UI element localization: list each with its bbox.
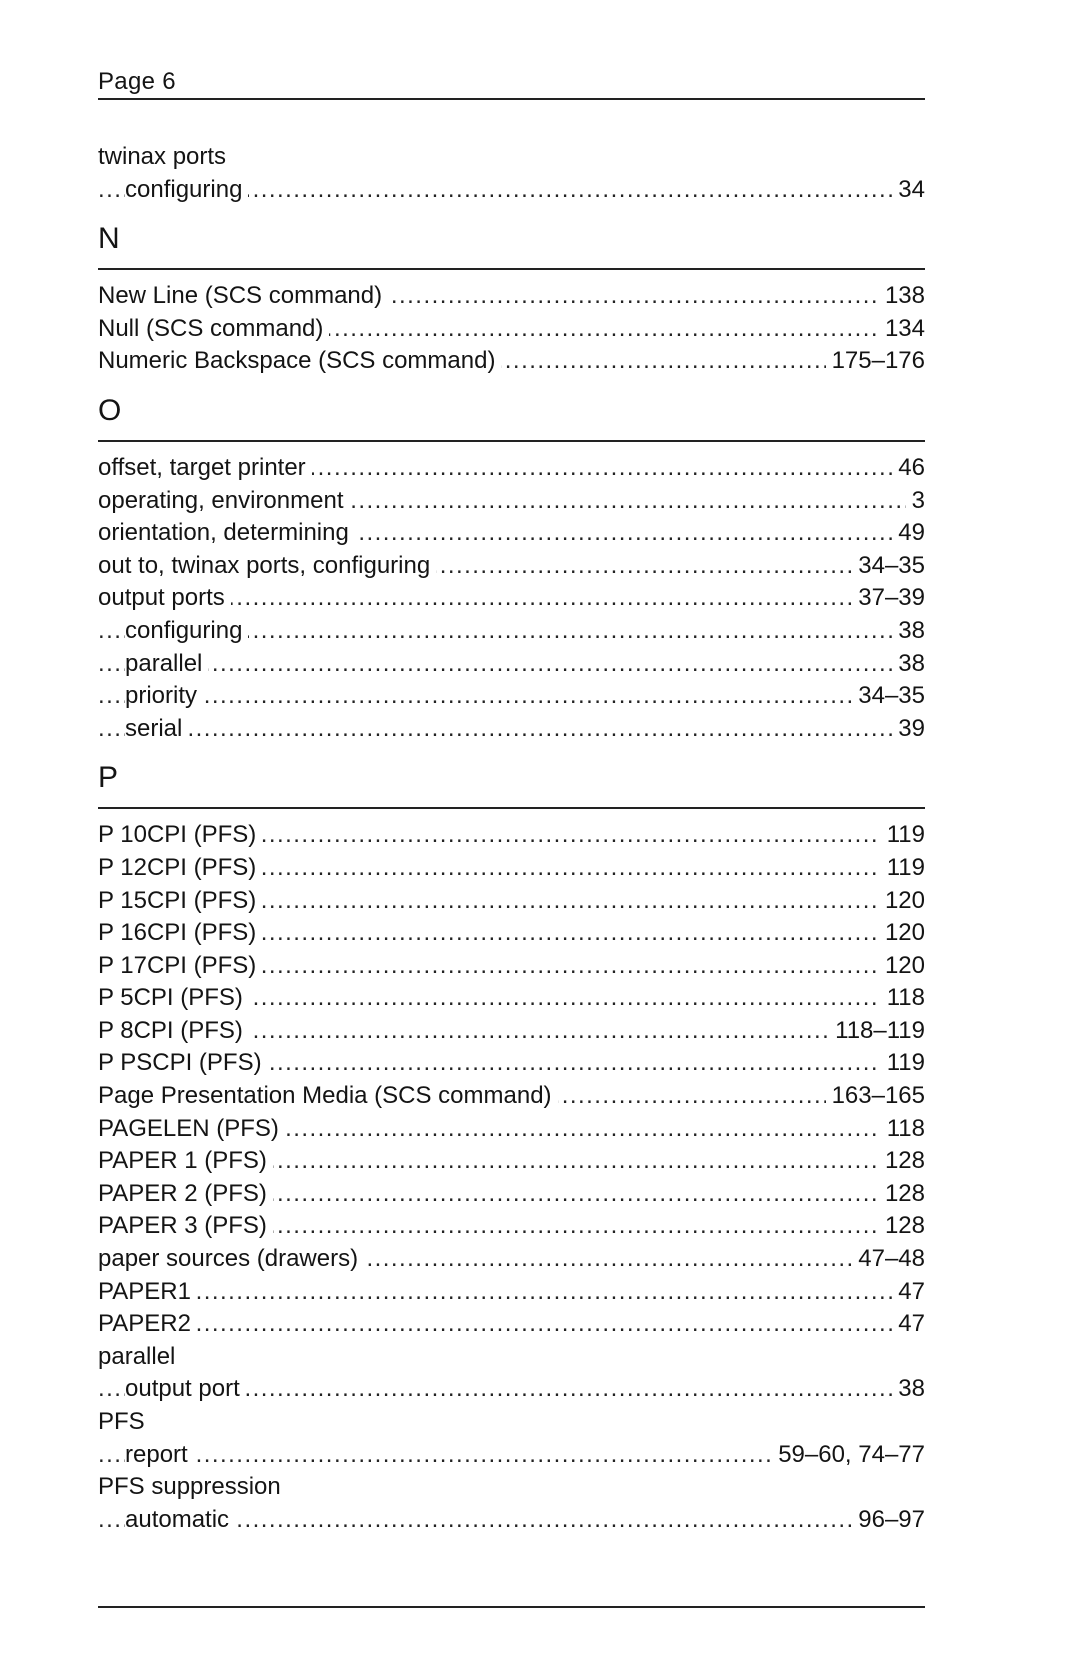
index-entry	[98, 1178, 925, 1211]
index-term: PAPER 1 (PFS)	[98, 1147, 273, 1174]
index-entry	[98, 1047, 925, 1080]
index-term: P 8CPI (PFS)	[98, 1017, 249, 1044]
index-page-ref: 128	[879, 1178, 925, 1211]
index-page-ref: 37–39	[852, 582, 925, 615]
index-page-ref: 47	[892, 1308, 925, 1341]
index-subentry	[98, 1373, 925, 1406]
index-list	[98, 141, 925, 1536]
section-letter-heading	[98, 386, 925, 442]
index-page-ref: 119	[881, 819, 925, 852]
index-term: Numeric Backspace (SCS command)	[98, 347, 501, 374]
index-entry	[98, 1243, 925, 1276]
index-page-ref: 34–35	[852, 680, 925, 713]
index-term: P 12CPI (PFS)	[98, 854, 262, 881]
index-term: automatic	[125, 1506, 235, 1533]
index-entry	[98, 452, 925, 485]
index-term: offset, target printer	[98, 454, 312, 481]
index-term: P PSCPI (PFS)	[98, 1049, 268, 1076]
index-term: twinax ports	[98, 143, 232, 170]
index-entry	[98, 1210, 925, 1243]
index-term: priority	[125, 682, 203, 709]
index-page-ref: 163–165	[826, 1080, 925, 1113]
index-page-ref: 118	[881, 1113, 925, 1146]
index-subentry	[98, 1504, 925, 1537]
index-entry	[98, 982, 925, 1015]
index-page-ref: 118–119	[829, 1015, 925, 1048]
index-entry	[98, 885, 925, 918]
index-entry	[98, 852, 925, 885]
index-entry	[98, 950, 925, 983]
index-term: Null (SCS command)	[98, 315, 329, 342]
index-page-ref: 119	[881, 852, 925, 885]
index-term: PAPER1	[98, 1278, 197, 1305]
index-entry	[98, 819, 925, 852]
index-entry	[98, 141, 925, 174]
page-number-label: Page 6	[98, 68, 176, 95]
index-term: parallel	[125, 650, 208, 677]
index-term: P 17CPI (PFS)	[98, 952, 262, 979]
index-page-ref: 46	[892, 452, 925, 485]
index-term: P 5CPI (PFS)	[98, 984, 249, 1011]
index-page-ref: 118	[881, 982, 925, 1015]
index-entry	[98, 1341, 925, 1374]
index-term: configuring	[125, 617, 248, 644]
section-letter-heading	[98, 214, 925, 270]
index-subentry	[98, 680, 925, 713]
index-entry	[98, 1406, 925, 1439]
index-subentry	[98, 648, 925, 681]
index-subentry	[98, 174, 925, 207]
index-page-ref: 96–97	[852, 1504, 925, 1537]
index-term: configuring	[125, 176, 248, 203]
index-page-ref: 120	[879, 917, 925, 950]
index-entry	[98, 517, 925, 550]
index-term: operating, environment	[98, 487, 349, 514]
index-term: PAGELEN (PFS)	[98, 1115, 285, 1142]
index-term: output port	[125, 1375, 246, 1402]
index-page-ref: 128	[879, 1145, 925, 1178]
index-page-ref: 120	[879, 885, 925, 918]
index-term: PFS suppression	[98, 1473, 287, 1500]
index-term: out to, twinax ports, configuring	[98, 552, 436, 579]
section-letter: P	[98, 761, 119, 795]
index-page-ref: 38	[892, 648, 925, 681]
index-page-ref: 38	[892, 615, 925, 648]
index-entry	[98, 1113, 925, 1146]
index-term: P 15CPI (PFS)	[98, 887, 262, 914]
index-page-ref: 59–60, 74–77	[772, 1439, 925, 1472]
index-term: parallel	[98, 1343, 181, 1370]
index-page-ref: 120	[879, 950, 925, 983]
index-term: paper sources (drawers)	[98, 1245, 364, 1272]
index-page-ref: 34–35	[852, 550, 925, 583]
index-entry	[98, 1308, 925, 1341]
index-entry	[98, 1471, 925, 1504]
index-term: Page Presentation Media (SCS command)	[98, 1082, 558, 1109]
index-entry	[98, 1015, 925, 1048]
index-page-ref: 49	[892, 517, 925, 550]
index-page-ref: 119	[881, 1047, 925, 1080]
index-page-ref: 138	[879, 280, 925, 313]
index-entry	[98, 1276, 925, 1309]
index-entry	[98, 1145, 925, 1178]
index-term: report	[125, 1441, 194, 1468]
index-page-ref: 47	[892, 1276, 925, 1309]
index-term: PAPER 3 (PFS)	[98, 1212, 273, 1239]
index-page-ref: 3	[906, 485, 925, 518]
index-entry	[98, 550, 925, 583]
section-letter: O	[98, 393, 122, 427]
index-term: PFS	[98, 1408, 151, 1435]
index-page-ref: 38	[892, 1373, 925, 1406]
footer-rule	[98, 1606, 925, 1608]
index-entry	[98, 582, 925, 615]
index-entry	[98, 280, 925, 313]
index-term: PAPER 2 (PFS)	[98, 1180, 273, 1207]
index-subentry	[98, 713, 925, 746]
index-entry	[98, 313, 925, 346]
index-entry	[98, 345, 925, 378]
index-term: output ports	[98, 584, 231, 611]
index-entry	[98, 917, 925, 950]
section-letter: N	[98, 222, 120, 256]
index-page-ref: 34	[892, 174, 925, 207]
index-term: serial	[125, 715, 188, 742]
page-header	[98, 64, 925, 100]
index-page-ref: 39	[892, 713, 925, 746]
index-term: PAPER2	[98, 1310, 197, 1337]
index-subentry	[98, 615, 925, 648]
index-entry	[98, 485, 925, 518]
index-term: P 10CPI (PFS)	[98, 821, 262, 848]
index-term: P 16CPI (PFS)	[98, 919, 262, 946]
index-subentry	[98, 1439, 925, 1472]
index-term: orientation, determining	[98, 519, 355, 546]
index-term: New Line (SCS command)	[98, 282, 388, 309]
index-page-ref: 175–176	[826, 345, 925, 378]
index-page-ref: 128	[879, 1210, 925, 1243]
index-page-ref: 47–48	[852, 1243, 925, 1276]
index-page-ref: 134	[879, 313, 925, 346]
section-letter-heading	[98, 753, 925, 809]
index-entry	[98, 1080, 925, 1113]
